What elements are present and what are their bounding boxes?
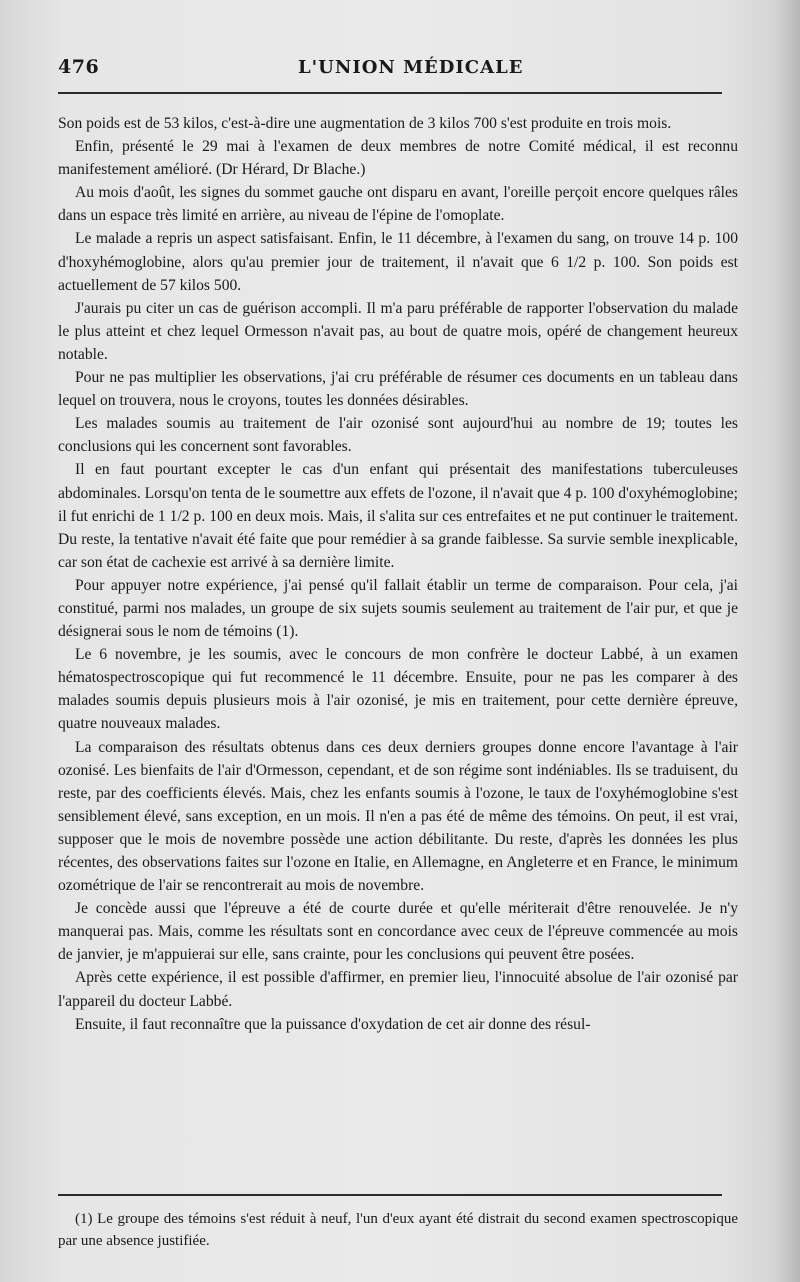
page-number: 476 xyxy=(58,56,100,78)
header-rule xyxy=(58,92,722,94)
paragraph: Pour ne pas multiplier les observations, j'ai cru préférable de résumer ces documents en un tableau dans lequel on trouvera, nous le croyons, toutes les données désirables. xyxy=(58,369,738,410)
paragraph: Au mois d'août, les signes du sommet gauche ont disparu en avant, l'oreille perçoit encore quelques râles dans un espace très limité en arrière, au niveau de l'épine de l'omoplate. xyxy=(58,184,738,225)
paragraph: Ensuite, il faut reconnaître que la puissance d'oxydation de cet air donne des résul- xyxy=(75,1015,591,1033)
paragraph: Il en faut pourtant excepter le cas d'un enfant qui présentait des manifestations tuberculeuses abdominales. Lorsqu'on tenta de le soumettre aux effets de l'ozone, il n'avait que 4 p. 100 d'oxyhémoglobine; il fut enrichi de 1 1/2 p. 100 en deux mois. Mais, il s'alita sur ces entrefaites et ne put continuer le traitement. Du reste, la tentative n'avait été faite que pour remédier à sa grande faiblesse. Sa survie semble inexplicable, car son état de cachexie est arrivé à sa dernière limite. xyxy=(58,461,739,571)
paragraph: Enfin, présenté le 29 mai à l'examen de deux membres de notre Comité médical, il est reconnu manifestement amélioré. (Dr Hérard, Dr Blache.) xyxy=(58,138,738,179)
footnote-rule xyxy=(58,1194,722,1196)
paragraph: Les malades soumis au traitement de l'air ozonisé sont aujourd'hui au nombre de 19; toutes les conclusions qui les concernent sont favorables. xyxy=(58,415,738,456)
paragraph: Le 6 novembre, je les soumis, avec le concours de mon confrère le docteur Labbé, à un examen hématospectroscopique qui fut recommencé le 11 décembre. Ensuite, pour ne pas les comparer à des malades soumis depuis plusieurs mois à l'air ozonisé, je mis en traitement, pour cette dernière épreuve, quatre nouveaux malades. xyxy=(58,646,738,733)
paragraph: J'aurais pu citer un cas de guérison accompli. Il m'a paru préférable de rapporter l'observation du malade le plus atteint et chez lequel Ormesson n'avait pas, au bout de quatre mois, opéré de changement heureux notable. xyxy=(58,299,738,363)
running-title: L'UNION MÉDICALE xyxy=(298,57,524,78)
paragraph: Son poids est de 53 kilos, c'est-à-dire une augmentation de 3 kilos 700 s'est produite en trois mois. xyxy=(58,115,672,132)
page-header xyxy=(58,56,738,86)
paragraph: Après cette expérience, il est possible d'affirmer, en premier lieu, l'innocuité absolue de l'air ozonisé par l'appareil du docteur Labbé. xyxy=(58,969,738,1010)
paragraph: Pour appuyer notre expérience, j'ai pensé qu'il fallait établir un terme de comparaison. Pour cela, j'ai constitué, parmi nos malades, un groupe de six sujets soumis seulement au traitement de l'air pur, et que je désignerai sous le nom de témoins (1). xyxy=(58,576,738,641)
body-text xyxy=(58,112,738,1036)
paragraph: Le malade a repris un aspect satisfaisant. Enfin, le 11 décembre, à l'examen du sang, on trouve 14 p. 100 d'hoxyhémoglobine, alors qu'au premier jour de traitement, il n'avait que 6 1/2 p. 100. Son poids est actuellement de 57 kilos 500. xyxy=(58,230,738,294)
paragraph: Je concède aussi que l'épreuve a été de courte durée et qu'elle mériterait d'être renouvelée. Je n'y manquerai pas. Mais, comme les résultats sont en concordance avec ceux de l'épreuve commencée au mois de janvier, je m'appuierai sur elle, sans crainte, pour les conclusions qui peuvent être posées. xyxy=(58,900,738,964)
paragraph: La comparaison des résultats obtenus dans ces deux derniers groupes donne encore l'avantage à l'air ozonisé. Les bienfaits de l'air d'Ormesson, cependant, et de son régime sont indéniables. Ils se traduisent, du reste, par des coefficients élevés. Mais, chez les enfants soumis à l'ozone, le taux de l'oxyhémoglobine s'est sensiblement élevé, sans exception, en un mois. Il n'en a pas été de même des témoins. On peut, il est vrai, supposer que le mois de novembre possède une action débilitante. Du reste, d'après les données les plus récentes, des observations faites sur l'ozone en Italie, en Allemagne, en Angleterre et en France, le minimum ozométrique de l'air se rencontrerait au mois de novembre. xyxy=(58,738,738,895)
footnote: (1) Le groupe des témoins s'est réduit à neuf, l'un d'eux ayant été distrait du second examen spectroscopique par une absence justifiée. xyxy=(58,1211,738,1249)
